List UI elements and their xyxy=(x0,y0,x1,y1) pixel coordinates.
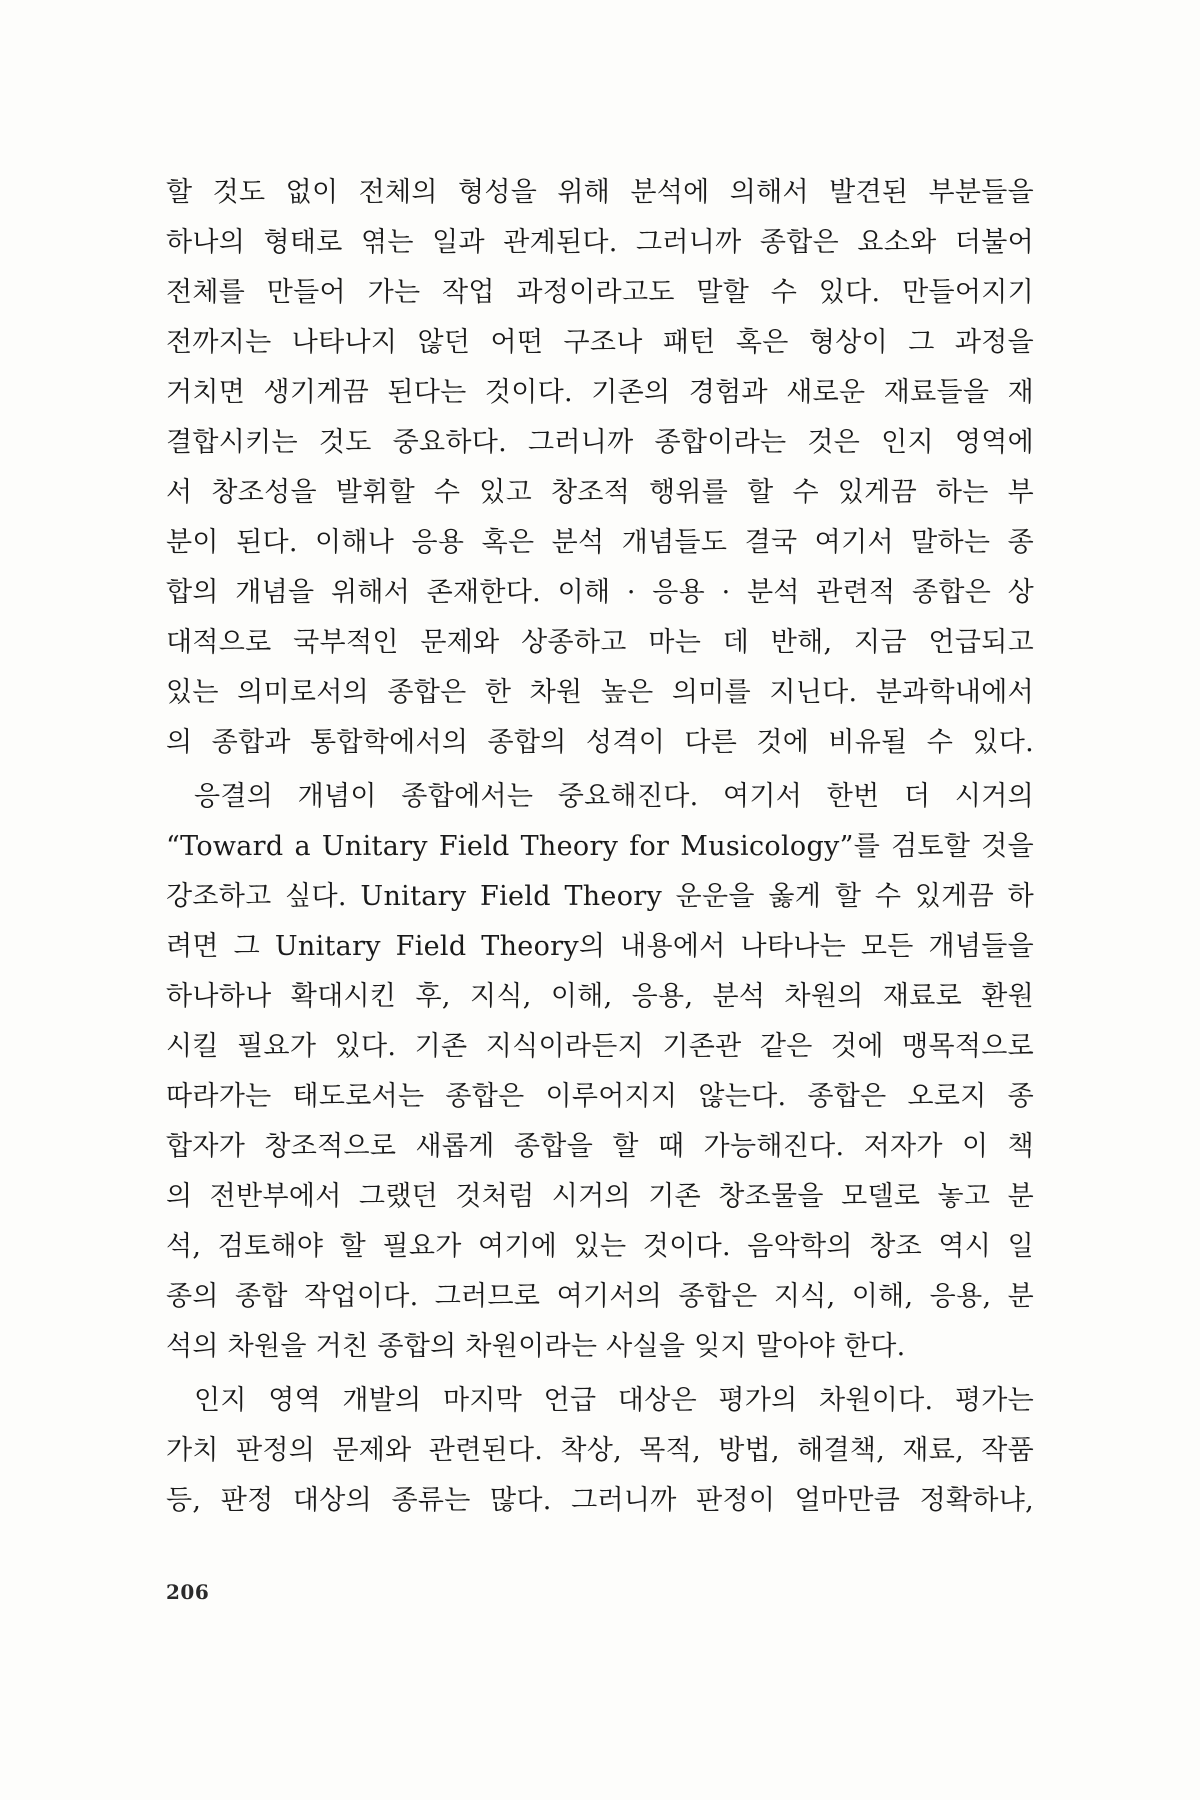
text-line: 서 창조성을 발휘할 수 있고 창조적 행위를 할 수 있게끔 하는 부 xyxy=(166,477,1034,508)
text-line: 등, 판정 대상의 종류는 많다. 그러니까 판정이 얼마만큼 정확하냐, xyxy=(166,1485,1034,1516)
text-line: 할 것도 없이 전체의 형성을 위해 분석에 의해서 발견된 부분들을 xyxy=(166,177,1034,208)
text-line: 전까지는 나타나지 않던 어떤 구조나 패턴 혹은 형상이 그 과정을 xyxy=(166,327,1034,358)
text-line: 분이 된다. 이해나 응용 혹은 분석 개념들도 결국 여기서 말하는 종 xyxy=(166,527,1034,558)
text-line: 하나하나 확대시킨 후, 지식, 이해, 응용, 분석 차원의 재료로 환원 xyxy=(166,981,1034,1012)
paragraph-synthesis-definition xyxy=(166,168,1034,768)
text-line: 합의 개념을 위해서 존재한다. 이해 · 응용 · 분석 관련적 종합은 상 xyxy=(166,577,1034,608)
text-line: 시킬 필요가 있다. 기존 지식이라든지 기존관 같은 것에 맹목적으로 xyxy=(166,1031,1034,1062)
text-line: 석, 검토해야 할 필요가 여기에 있는 것이다. 음악학의 창조 역시 일 xyxy=(166,1231,1034,1262)
text-line: 거치면 생기게끔 된다는 것이다. 기존의 경험과 새로운 재료들을 재 xyxy=(166,377,1034,408)
text-line: 응결의 개념이 종합에서는 중요해진다. 여기서 한번 더 시거의 xyxy=(194,781,1034,812)
text-line: 강조하고 싶다. Unitary Field Theory 운운을 옳게 할 수 있게끔 하 xyxy=(166,881,1034,912)
text-line: 따라가는 태도로서는 종합은 이루어지지 않는다. 종합은 오로지 종 xyxy=(166,1081,1034,1112)
text-line: 인지 영역 개발의 마지막 언급 대상은 평가의 차원이다. 평가는 xyxy=(194,1385,1034,1416)
text-line: 전체를 만들어 가는 작업 과정이라고도 말할 수 있다. 만들어지기 xyxy=(166,277,1034,308)
text-line: “Toward a Unitary Field Theory for Musicology”를 검토할 것을 xyxy=(166,831,1034,862)
text-line: 있는 의미로서의 종합은 한 차원 높은 의미를 지닌다. 분과학내에서 xyxy=(166,677,1034,708)
paragraph-unitary-field-theory xyxy=(166,772,1034,1372)
text-line: 하나의 형태로 엮는 일과 관계된다. 그러니까 종합은 요소와 더불어 xyxy=(166,227,1034,258)
text-line: 결합시키는 것도 중요하다. 그러니까 종합이라는 것은 인지 영역에 xyxy=(166,427,1034,458)
text-line: 려면 그 Unitary Field Theory의 내용에서 나타나는 모든 개념들을 xyxy=(166,931,1034,962)
text-line: 석의 차원을 거친 종합의 차원이라는 사실을 잊지 말아야 한다. xyxy=(166,1331,906,1362)
paragraph-evaluation xyxy=(166,1376,1034,1526)
page-number: 206 xyxy=(166,1580,210,1604)
text-line: 합자가 창조적으로 새롭게 종합을 할 때 가능해진다. 저자가 이 책 xyxy=(166,1131,1034,1162)
text-line: 가치 판정의 문제와 관련된다. 착상, 목적, 방법, 해결책, 재료, 작품 xyxy=(166,1435,1034,1466)
text-line: 종의 종합 작업이다. 그러므로 여기서의 종합은 지식, 이해, 응용, 분 xyxy=(166,1281,1034,1312)
text-line: 대적으로 국부적인 문제와 상종하고 마는 데 반해, 지금 언급되고 xyxy=(166,627,1034,658)
text-line: 의 종합과 통합학에서의 종합의 성격이 다른 것에 비유될 수 있다. xyxy=(166,727,1034,758)
text-line: 의 전반부에서 그랬던 것처럼 시거의 기존 창조물을 모델로 놓고 분 xyxy=(166,1181,1034,1212)
body-text xyxy=(166,168,1034,1526)
